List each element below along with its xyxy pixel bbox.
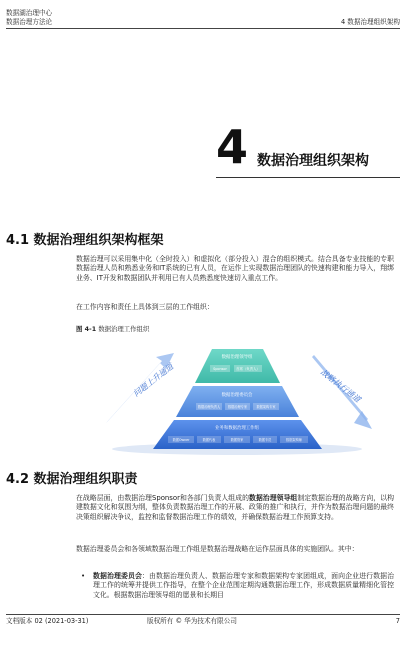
figure-label: 图 4-1 [76,325,97,333]
tier-bottom-title: 业务和数据治理工作组 [215,426,259,431]
tier-mid-item: 数据治理负责人 [197,405,221,409]
paragraph [76,494,394,522]
tier-bottom-item: 数据架构师 [286,438,302,442]
tier-top-item: Sponsor [213,367,227,371]
tier-top-item: 首席（负责人） [236,367,260,371]
paragraph-bold-term: 数据治理领导组 [249,494,298,502]
header-chapter: 4 数据治理组织架构 [340,18,400,26]
paragraph-text: 在战略层面，由数据治理Sponsor和各部门负责人组成的 [76,494,249,502]
left-arrow-label: 问题上升通道 [131,361,176,399]
figure-caption [76,325,149,333]
tier-bottom-item: 数据管家 [230,438,244,442]
tier-bottom-item: 数据专员 [258,438,272,442]
header-doc-title: 数据治理方法论 [6,18,53,26]
pyramid-tier-bottom [153,420,322,449]
header-product: 数据湖治理中心 [6,9,53,17]
chapter-number: 4 [216,120,249,174]
chapter-rule [216,177,400,178]
paragraph: 在工作内容和责任上具体到三层的工作组织： [76,303,214,311]
chapter-title: 数据治理组织架构 [257,153,369,169]
right-arrow-label: 战略执行通道 [318,367,363,405]
bullet-item [93,572,394,600]
bullet-text: ：由数据治理负责人、数据治理专家和数据架构专家团组成，面向企业进行数据治理工作的统筹并提供工作指导，在整个企业范围定期沟通数据治理工作，形成数据质量精细化管控文化。根据数据治理领导组的愿景和长期目 [93,572,395,599]
section-heading-4-1: 4.1 数据治理组织架构框架 [6,233,164,248]
bullet-dot: • [81,572,86,580]
footer-copyright: 版权所有 © 华为技术有限公司 [147,617,237,625]
tier-top-title: 数据治理领导组 [221,355,253,360]
footer-version: 文档版本 02 (2021-03-31) [6,617,89,625]
footer-page-number: 7 [395,617,400,625]
footer-rule [6,614,400,615]
tier-mid-title: 数据治理委员会 [221,393,253,398]
tier-mid-item: 数据治理专家 [227,405,248,409]
paragraph: 数据治理可以采用集中化（全时投入）和虚拟化（部分投入）混合的组织模式。结合具备专业技能的专职数据治理人员和熟悉业务和IT系统的已有人员，在运作上实现数据治理团队的快速构建和能力导入，翔绑业务、IT开发和数据团队并利用已有人员熟悉度快速切入重点工作。 [76,255,394,282]
pyramid-tier-middle [176,386,299,417]
tier-bottom-item: 数据Owner [172,438,190,442]
figure-title: 数据治理工作组织 [98,325,150,333]
paragraph: 数据治理委员会和各领域数据治理工作组是数据治理战略在运作层面具体的实施团队。其中： [76,545,359,553]
tier-bottom-item: 数据代表 [202,438,216,442]
tier-mid-item: 数据架构专家 [256,405,276,409]
paragraph-text: 制定数据治理的战略方向，以构建数据文化和氛围为纲，整体负责数据治理工作的开展、政策的推广和执行，并作为数据治理问题的最终决策组织解决争议，监控和监督数据治理工作的绩效，并确保数据治理工作预算支持。 [76,494,395,521]
org-pyramid-figure [100,345,375,457]
bullet-bold-term: 数据治理委员会 [93,572,143,580]
section-heading-4-2: 4.2 数据治理组织职责 [6,472,138,487]
header-rule [6,28,400,29]
